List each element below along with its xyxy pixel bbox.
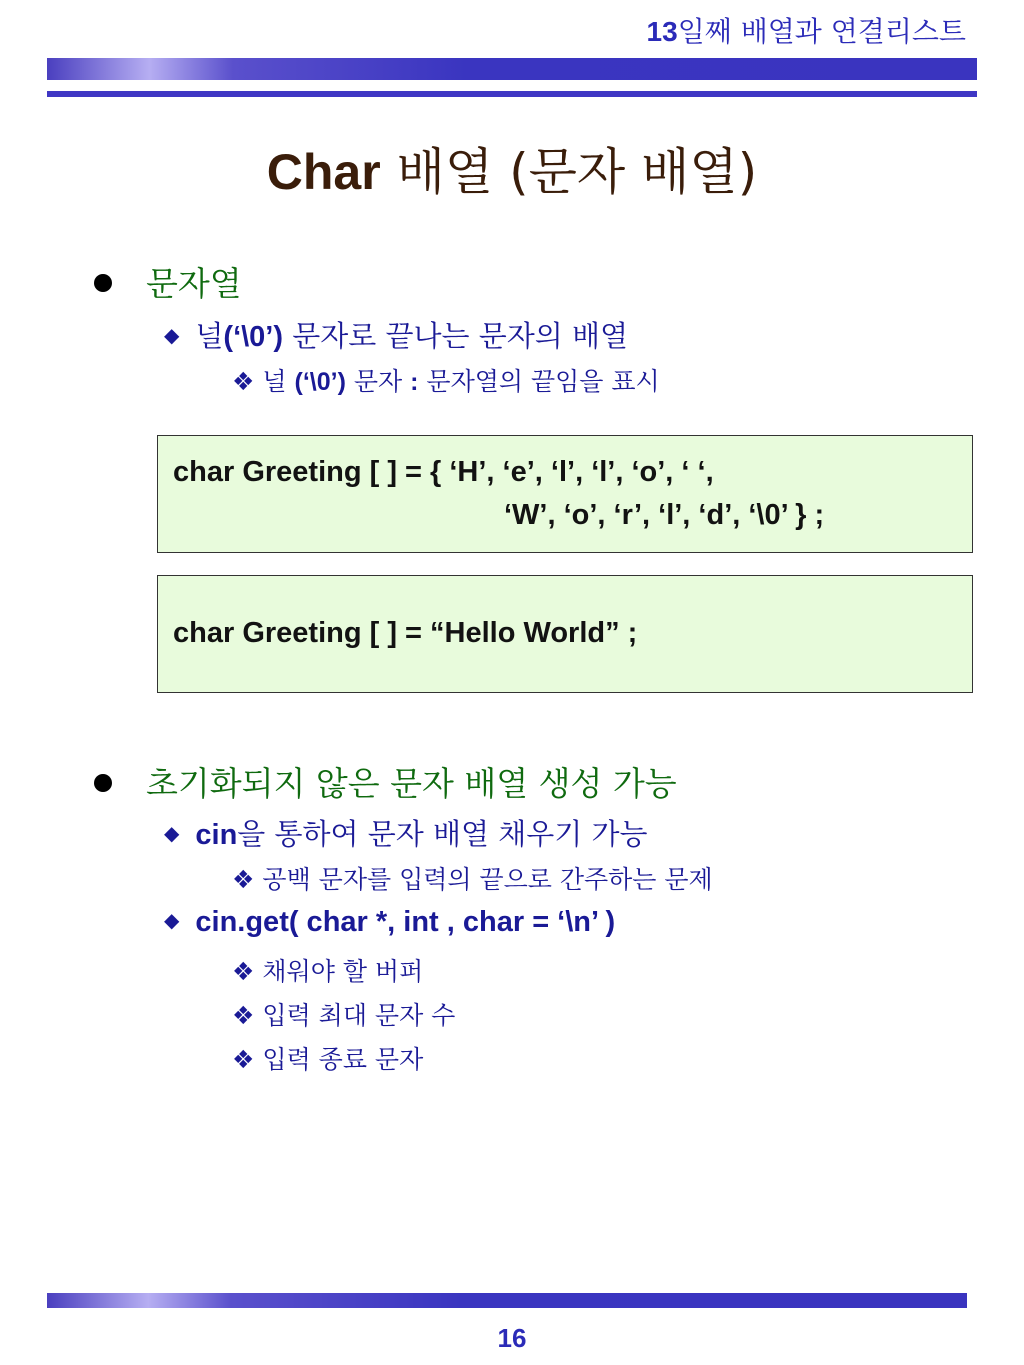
bullet-uninitialized-text: 초기화되지 않은 문자 배열 생성 가능 — [146, 764, 677, 803]
sub-bullet-cin-code: cin — [195, 819, 238, 851]
code-line-1: char Greeting [ ] = { ‘H’, ‘e’, ‘l’, ‘l’, ‘o’, ‘ ‘, — [173, 456, 714, 488]
detail-whitespace-problem — [232, 860, 713, 896]
code-line-1: char Greeting [ ] = “Hello World” ; — [173, 617, 638, 649]
code-box-char-array — [157, 435, 973, 553]
detail-terminator-text: 입력 종료 문자 — [262, 1045, 424, 1074]
page-number: 16 — [497, 1323, 527, 1353]
diamond-bullet-icon: ◆ — [164, 908, 180, 932]
detail-pre: 널 — [262, 367, 295, 396]
slide-title-latin: Char — [266, 144, 381, 200]
detail-post: 문자 — [345, 367, 411, 396]
slide-title-korean: 배열 (문자 배열) — [380, 143, 758, 201]
header-title — [647, 10, 966, 50]
code-box-string-literal — [157, 575, 973, 693]
sub-bullet-cin-get-code: cin.get( char *, int , char = ‘\n’ ) — [195, 906, 616, 938]
sub-bullet-pre: 널 — [195, 319, 224, 353]
sub-bullet-cin-text: 을 통하여 문자 배열 채우기 가능 — [237, 817, 648, 851]
sub-bullet-cin — [164, 812, 648, 853]
detail-whitespace-text: 공백 문자를 입력의 끝으로 간주하는 문제 — [262, 865, 713, 894]
slide-title — [0, 132, 1024, 204]
header-bar — [47, 58, 977, 80]
four-diamond-bullet-icon: ❖ — [232, 1001, 255, 1030]
bullet-string-text: 문자열 — [146, 264, 242, 303]
bullet-uninitialized-array — [94, 758, 677, 805]
round-bullet-icon — [94, 274, 112, 292]
four-diamond-bullet-icon: ❖ — [232, 367, 255, 396]
detail-max-chars — [232, 996, 455, 1032]
round-bullet-icon — [94, 774, 112, 792]
footer-bar — [47, 1293, 967, 1308]
detail-buffer-text: 채워야 할 버퍼 — [262, 957, 424, 986]
detail-null-char-meaning — [232, 362, 660, 398]
four-diamond-bullet-icon: ❖ — [232, 957, 255, 986]
sub-bullet-cin-get — [164, 904, 615, 939]
bullet-string — [94, 258, 242, 305]
detail-terminator — [232, 1040, 423, 1076]
diamond-bullet-icon: ◆ — [164, 323, 180, 347]
code-line-2: ‘W’, ‘o’, ‘r’, ‘l’, ‘d’, ‘\0’ } ; — [504, 499, 825, 531]
four-diamond-bullet-icon: ❖ — [232, 865, 255, 894]
header-divider — [47, 91, 977, 97]
detail-colon: : — [410, 368, 419, 396]
sub-bullet-code: (‘\0’) — [223, 321, 284, 353]
detail-rest: 문자열의 끝임을 표시 — [418, 367, 660, 396]
four-diamond-bullet-icon: ❖ — [232, 1045, 255, 1074]
sub-bullet-post: 문자로 끝나는 문자의 배열 — [283, 319, 629, 353]
detail-max-chars-text: 입력 최대 문자 수 — [262, 1001, 456, 1030]
sub-bullet-null-terminated — [164, 314, 628, 355]
header-number: 13 — [646, 16, 678, 47]
detail-buffer — [232, 952, 423, 988]
diamond-bullet-icon: ◆ — [164, 821, 180, 845]
detail-code: (‘\0’) — [294, 368, 346, 396]
header-title-text: 일째 배열과 연결리스트 — [677, 15, 966, 48]
